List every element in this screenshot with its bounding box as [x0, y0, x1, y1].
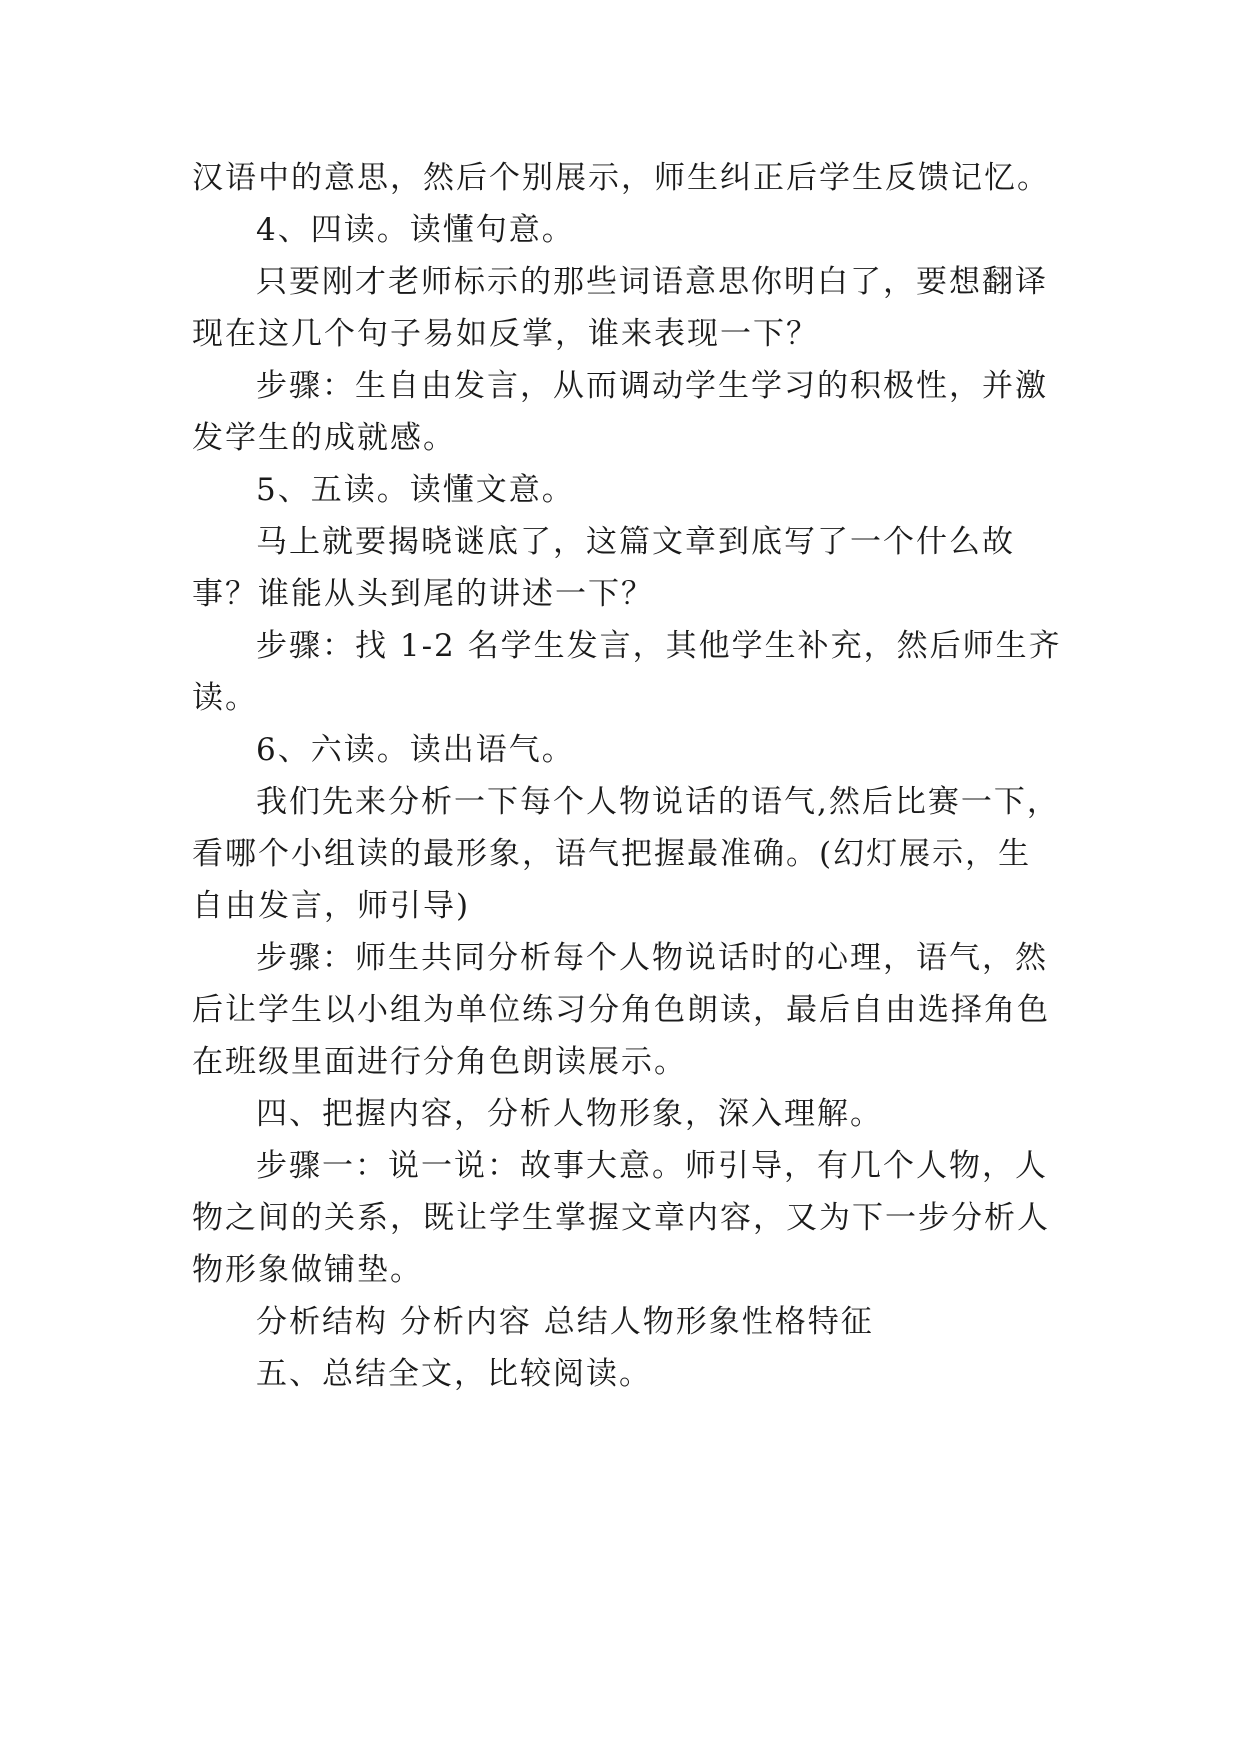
text-line: 汉语中的意思，然后个别展示，师生纠正后学生反馈记忆。: [192, 160, 1050, 196]
text-line: 步骤一：说一说：故事大意。师引导，有几个人物，人: [256, 1148, 1048, 1184]
section-heading: 6、六读。读出语气。: [256, 732, 575, 768]
text-line: 物形象做铺垫。: [192, 1252, 423, 1288]
section-heading: 五、总结全文，比较阅读。: [256, 1356, 652, 1392]
text-line: 读。: [192, 680, 258, 716]
text-line: 自由发言，师引导): [192, 888, 471, 924]
text-line: 只要刚才老师标示的那些词语意思你明白了，要想翻译: [256, 264, 1048, 300]
section-heading: 4、四读。读懂句意。: [256, 212, 575, 248]
text-line: 后让学生以小组为单位练习分角色朗读，最后自由选择角色: [192, 992, 1050, 1028]
text-line: 物之间的关系，既让学生掌握文章内容，又为下一步分析人: [192, 1200, 1050, 1236]
section-heading: 5、五读。读懂文意。: [256, 472, 575, 508]
text-line: 看哪个小组读的最形象，语气把握最准确。(幻灯展示，生: [192, 836, 1032, 872]
text-line: 在班级里面进行分角色朗读展示。: [192, 1044, 687, 1080]
text-line: 步骤：师生共同分析每个人物说话时的心理，语气，然: [256, 940, 1048, 976]
text-line: 现在这几个句子易如反掌，谁来表现一下？: [192, 316, 819, 352]
section-heading: 四、把握内容，分析人物形象，深入理解。: [256, 1096, 883, 1132]
text-line: 发学生的成就感。: [192, 420, 456, 456]
text-line: 分析结构 分析内容 总结人物形象性格特征: [256, 1304, 874, 1340]
text-line: 事？谁能从头到尾的讲述一下？: [192, 576, 654, 612]
text-line: 步骤：生自由发言，从而调动学生学习的积极性，并激: [256, 368, 1048, 404]
text-line: 马上就要揭晓谜底了，这篇文章到底写了一个什么故: [256, 524, 1015, 560]
text-line: 我们先来分析一下每个人物说话的语气,然后比赛一下，: [256, 784, 1060, 820]
text-line: 步骤：找 1-2 名学生发言，其他学生补充，然后师生齐: [256, 628, 1062, 664]
